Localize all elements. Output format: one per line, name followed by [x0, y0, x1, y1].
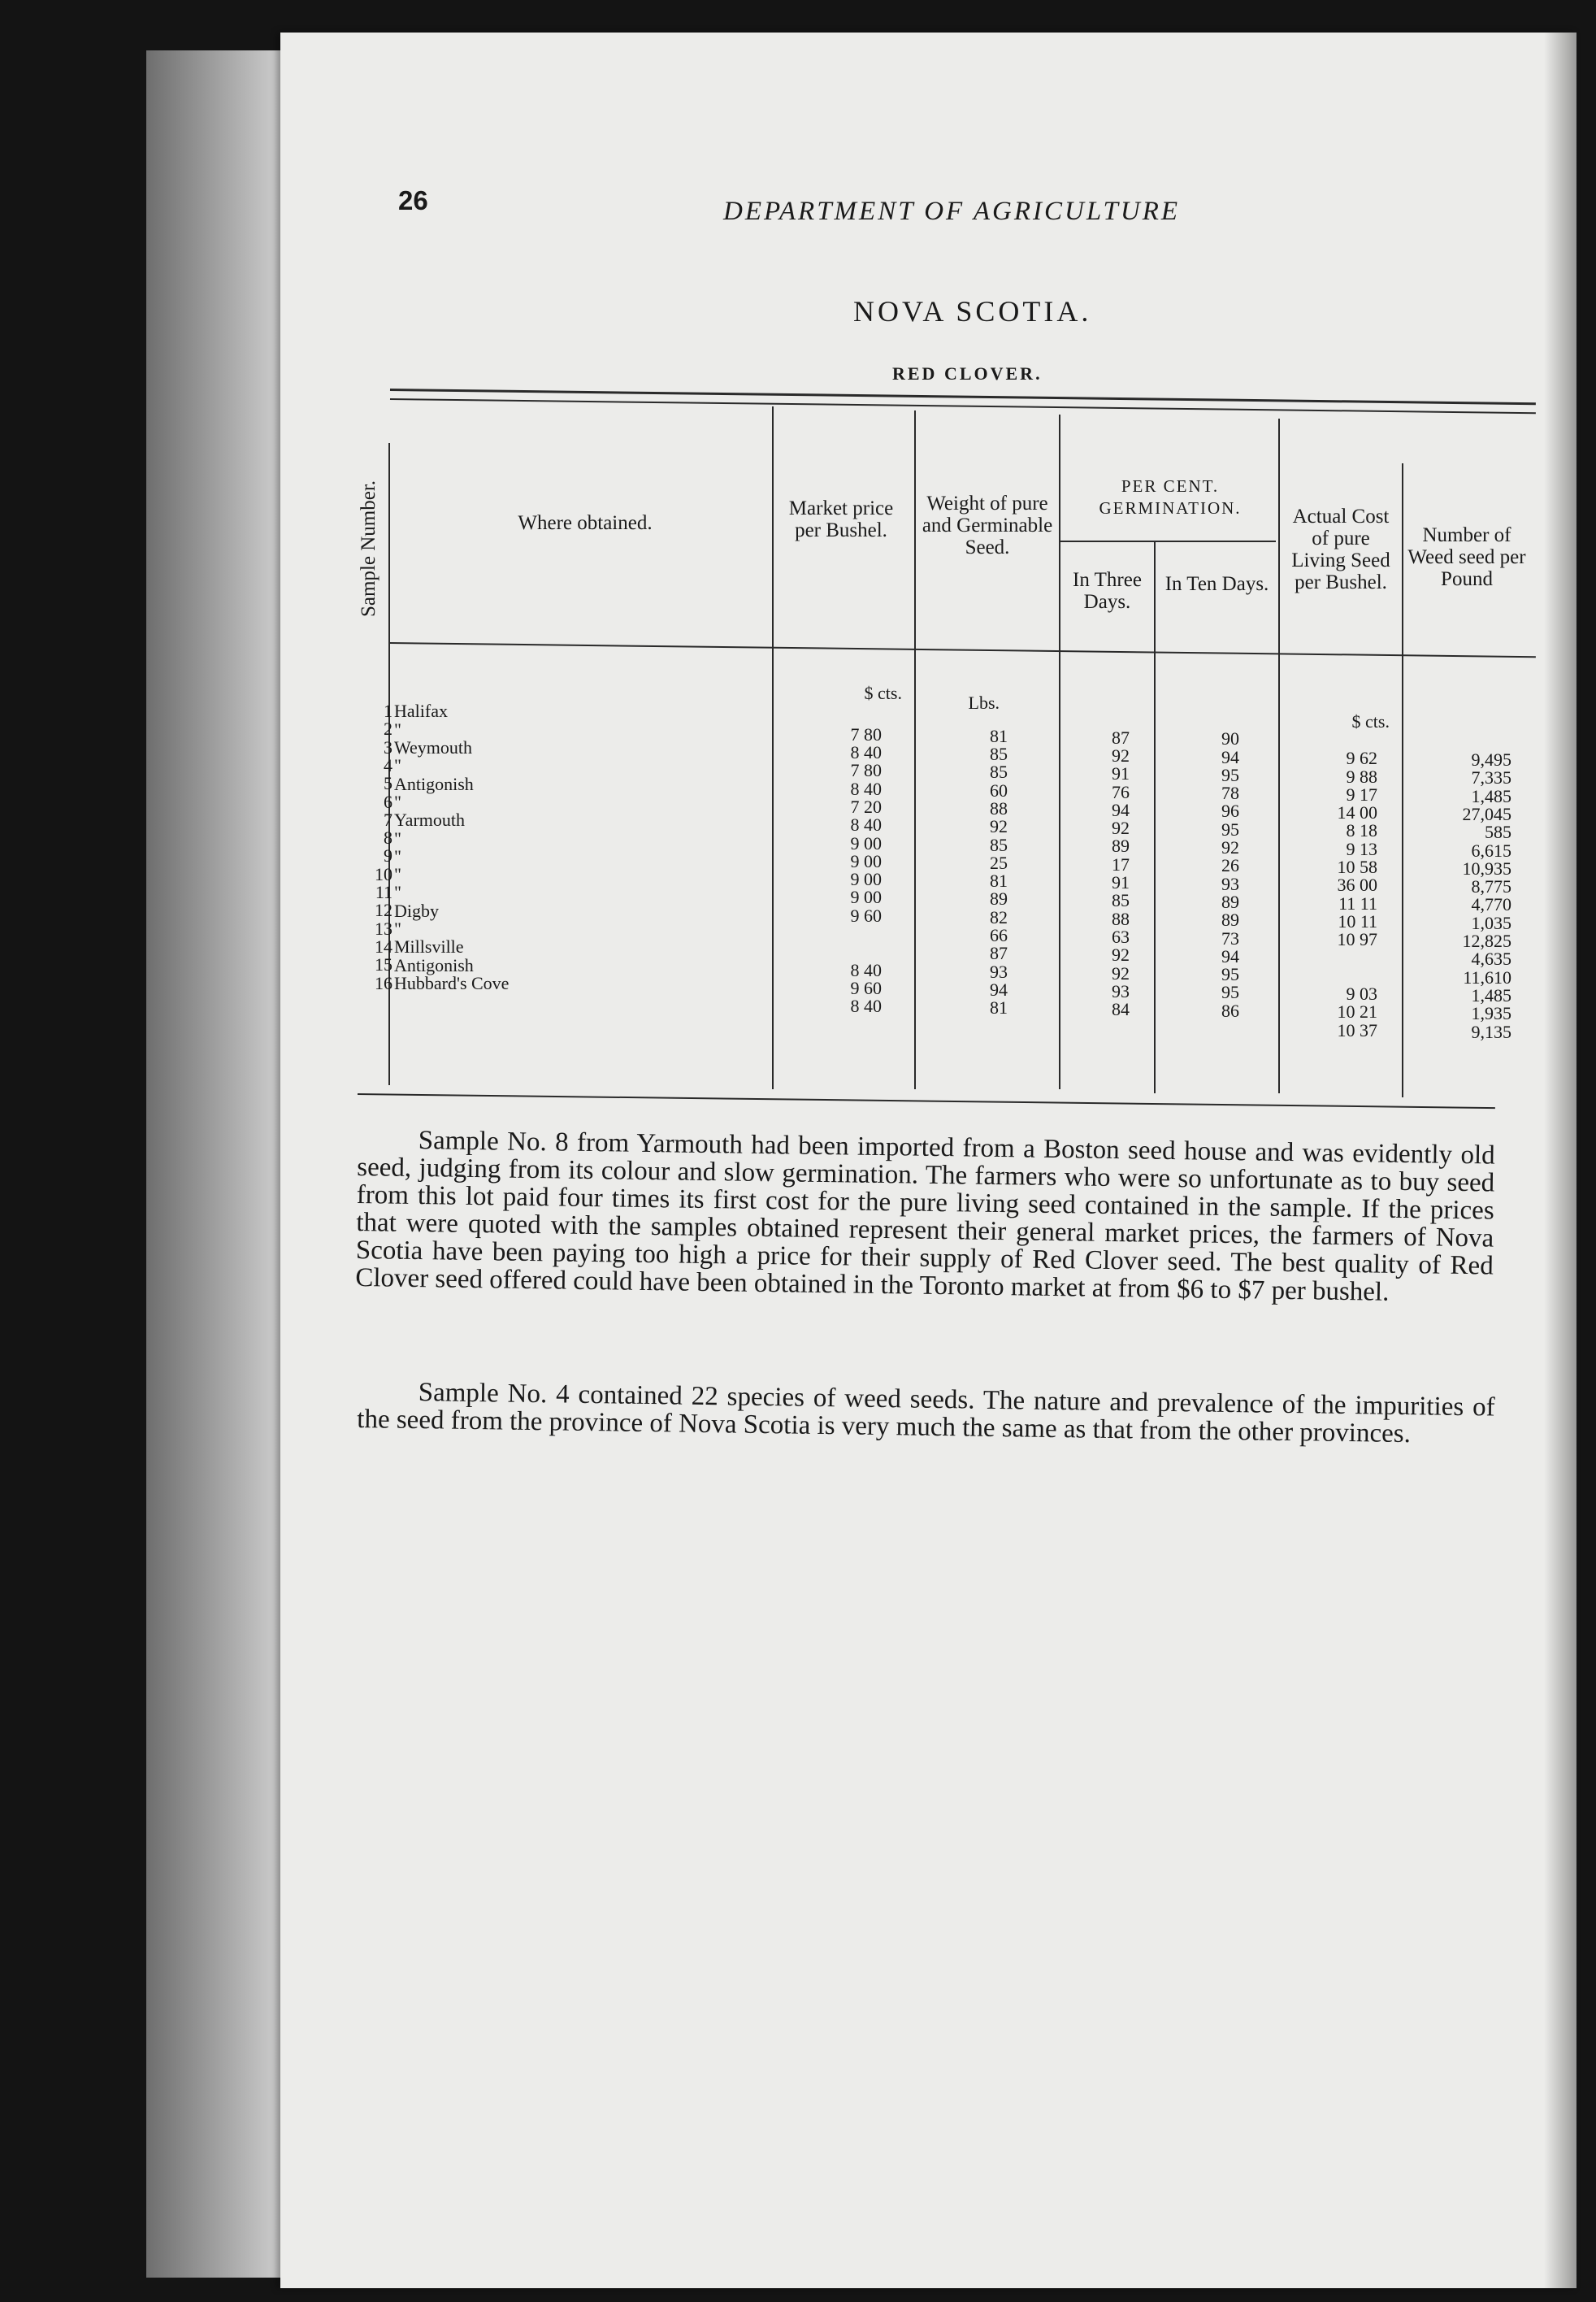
header-actual-cost: Actual Cost of pure Living Seed per Bushel. — [1291, 506, 1390, 593]
header-weight: Weight of pure and Germinable Seed. — [922, 493, 1053, 558]
cell-cost: 10 58 — [1337, 857, 1377, 878]
cell-cost: 36 00 — [1337, 875, 1377, 896]
cell-place: Hubbard's Cove — [394, 972, 510, 993]
cell-weight: 81 — [990, 997, 1008, 1019]
cell-ten: 95 — [1221, 982, 1239, 1003]
cell-cost: 9 88 — [1346, 766, 1377, 787]
cell-cost: 9 62 — [1346, 748, 1377, 769]
table-subtitle: RED CLOVER. — [892, 363, 1043, 384]
cell-no: 10 — [375, 863, 392, 884]
cell-place: " — [394, 919, 401, 940]
cell-price: 8 40 — [850, 959, 882, 980]
cell-no: 7 — [384, 809, 392, 830]
page-number: 26 — [398, 185, 428, 215]
cell-three: 91 — [1112, 763, 1130, 784]
cell-no: 4 — [384, 754, 392, 775]
col-sep-3 — [914, 410, 916, 1089]
cell-price: 7 80 — [850, 723, 882, 745]
unit-market-price: $ cts. — [864, 683, 902, 703]
cell-price: 7 20 — [850, 796, 882, 817]
cell-place: Yarmouth — [394, 810, 466, 831]
cell-cost: 10 21 — [1337, 1001, 1377, 1023]
underlying-page-edge — [146, 50, 284, 2278]
cell-place: " — [394, 864, 401, 885]
unit-actual-cost: $ cts. — [1351, 711, 1390, 732]
cell-ten: 26 — [1221, 855, 1239, 876]
cell-place: Digby — [394, 900, 439, 921]
cell-three: 92 — [1112, 818, 1130, 839]
cell-price: 8 40 — [850, 996, 882, 1017]
cell-three: 94 — [1112, 799, 1130, 820]
cell-ten: 94 — [1221, 945, 1239, 966]
cell-place: " — [394, 719, 401, 740]
cell-weed: 9,135 — [1471, 1021, 1511, 1042]
cell-three: 92 — [1112, 962, 1130, 984]
cell-no: 2 — [384, 719, 392, 740]
cell-place: " — [394, 791, 401, 812]
cell-ten: 73 — [1221, 927, 1239, 949]
cell-weed: 1,935 — [1471, 1003, 1511, 1024]
cell-weight: 85 — [990, 834, 1008, 855]
cell-no: 13 — [375, 918, 392, 939]
cell-no: 6 — [384, 791, 392, 812]
cell-ten: 86 — [1221, 1000, 1239, 1021]
cell-no: 16 — [375, 972, 392, 993]
cell-weight: 94 — [990, 979, 1008, 1000]
cell-place: Halifax — [394, 701, 448, 722]
cell-price: 9 60 — [850, 905, 882, 926]
cell-weight: 81 — [990, 871, 1008, 892]
header-weed-seed: Number of Weed seed per Pound — [1407, 524, 1526, 590]
cell-ten: 90 — [1221, 728, 1239, 749]
cell-weight: 85 — [990, 744, 1008, 764]
cell-cost: 9 17 — [1346, 784, 1377, 805]
cell-ten: 89 — [1221, 910, 1239, 931]
cell-weed: 4,635 — [1471, 949, 1511, 970]
cell-weed: 7,335 — [1471, 767, 1511, 788]
cell-ten: 94 — [1221, 746, 1239, 767]
cell-price: 9 00 — [850, 887, 882, 908]
cell-weight: 82 — [990, 906, 1008, 927]
cell-ten: 95 — [1221, 964, 1239, 985]
cell-weed: 6,615 — [1471, 840, 1511, 861]
cell-three: 85 — [1112, 890, 1130, 911]
cell-no: 3 — [384, 736, 392, 758]
cell-price: 9 60 — [850, 977, 882, 998]
cell-weight: 87 — [990, 943, 1008, 964]
cell-weed: 27,045 — [1462, 803, 1511, 824]
header-market-price: Market price per Bushel. — [788, 497, 894, 541]
cell-three: 93 — [1112, 980, 1130, 1001]
unit-weight: Lbs. — [968, 693, 1000, 713]
cell-three: 88 — [1112, 908, 1130, 929]
cell-price: 8 40 — [850, 742, 882, 763]
cell-price: 8 40 — [850, 778, 882, 799]
cell-weed: 8,775 — [1471, 876, 1511, 897]
cell-cost: 14 00 — [1337, 802, 1377, 823]
cell-cost: 10 37 — [1337, 1019, 1377, 1040]
cell-ten: 95 — [1221, 819, 1239, 840]
cell-three: 89 — [1112, 836, 1130, 857]
cell-cost: 10 11 — [1338, 910, 1377, 932]
col-sep-4 — [1059, 415, 1060, 1089]
cell-place: Millsville — [394, 936, 464, 958]
running-head: DEPARTMENT OF AGRICULTURE — [723, 197, 1181, 226]
cell-weight: 66 — [990, 925, 1008, 945]
cell-place: " — [394, 845, 401, 867]
header-where-obtained: Where obtained. — [518, 512, 653, 534]
cell-cost: 8 18 — [1346, 820, 1377, 841]
cell-place: " — [394, 755, 401, 776]
cell-weight: 89 — [990, 888, 1008, 910]
cell-cost: 10 97 — [1337, 929, 1377, 950]
cell-weed: 9,495 — [1471, 749, 1511, 771]
cell-weed: 585 — [1485, 822, 1511, 843]
cell-three: 63 — [1112, 926, 1130, 947]
cell-weed: 1,035 — [1471, 912, 1511, 933]
cell-place: Antigonish — [394, 954, 474, 975]
cell-three: 92 — [1112, 745, 1130, 766]
cell-three: 17 — [1112, 853, 1130, 875]
cell-weight: 85 — [990, 762, 1008, 783]
cell-cost: 9 03 — [1346, 984, 1377, 1005]
cell-ten: 78 — [1221, 783, 1239, 804]
cell-no: 11 — [375, 882, 392, 903]
cell-three: 92 — [1112, 945, 1130, 966]
cell-price: 9 00 — [850, 832, 882, 853]
col-sep-2 — [772, 406, 774, 1089]
cell-three: 76 — [1112, 781, 1130, 802]
cell-place: " — [394, 827, 401, 849]
cell-no: 1 — [384, 701, 392, 722]
col-sep-6 — [1278, 419, 1280, 1093]
germination-rule — [1060, 541, 1276, 542]
col-sep-5 — [1154, 541, 1156, 1093]
page-title: NOVA SCOTIA. — [853, 295, 1092, 328]
cell-ten: 92 — [1221, 837, 1239, 858]
cell-weed: 10,935 — [1462, 858, 1511, 879]
cell-no: 12 — [375, 900, 392, 921]
cell-weed: 1,485 — [1471, 785, 1511, 806]
cell-no: 5 — [384, 773, 392, 794]
cell-three: 87 — [1112, 727, 1130, 748]
cell-no: 15 — [375, 954, 392, 975]
cell-weed: 12,825 — [1462, 931, 1511, 952]
cell-weight: 25 — [990, 852, 1008, 873]
paragraph-2: Sample No. 4 contained 22 species of weed seeds. The nature and prevalence of the impurities of the seed from the province of Nova Scotia is very much the same as that from the other provinces. — [357, 1378, 1495, 1449]
cell-weight: 92 — [990, 816, 1008, 837]
paragraph-1: Sample No. 8 from Yarmouth had been imported from a Boston seed house and was evidently old seed, judging from its colour and slow germination. The farmers who were so unfortunate as to buy seed from this lot paid four times its first cost for the pure living seed contained in the sample. If the prices that were quoted with the samples obtained represent their general market prices, the farmers of Nova Scotia have been paying too high a price for their supply of Red Clover seed. The best quality of Red Clover seed offered could have been obtained in the Toronto market at from $6 to $7 per bushel. — [355, 1126, 1495, 1307]
col-sep-7 — [1402, 463, 1403, 1097]
cell-ten: 93 — [1221, 873, 1239, 894]
cell-no: 9 — [384, 845, 392, 867]
cell-place: Antigonish — [394, 773, 474, 794]
cell-no: 8 — [384, 827, 392, 849]
cell-place: Weymouth — [394, 737, 472, 758]
header-in-ten-days: In Ten Days. — [1164, 573, 1269, 595]
cell-weight: 60 — [990, 780, 1008, 801]
cell-cost: 9 13 — [1346, 838, 1377, 859]
cell-ten: 95 — [1221, 764, 1239, 785]
cell-cost: 11 11 — [1338, 893, 1377, 914]
cell-weight: 93 — [990, 961, 1008, 982]
header-sample-number: Sample Number. — [358, 480, 379, 618]
header-in-three-days: In Three Days. — [1073, 569, 1142, 613]
cell-weed: 1,485 — [1471, 984, 1511, 1005]
cell-three: 84 — [1112, 999, 1130, 1020]
cell-weight: 81 — [990, 725, 1008, 746]
page-shadow-edge — [1544, 33, 1576, 2288]
cell-weed: 4,770 — [1471, 894, 1511, 915]
cell-price: 9 00 — [850, 869, 882, 890]
cell-price: 7 80 — [850, 760, 882, 781]
cell-price: 9 00 — [850, 850, 882, 871]
cell-weight: 88 — [990, 797, 1008, 819]
cell-ten: 89 — [1221, 891, 1239, 912]
cell-price: 8 40 — [850, 814, 882, 836]
cell-three: 91 — [1112, 872, 1130, 893]
cell-place: " — [394, 882, 401, 903]
cell-no: 14 — [375, 936, 392, 957]
cell-weed: 11,610 — [1463, 966, 1511, 988]
cell-ten: 96 — [1221, 801, 1239, 822]
header-germination: PER CENT. GERMINATION. — [1099, 476, 1242, 518]
